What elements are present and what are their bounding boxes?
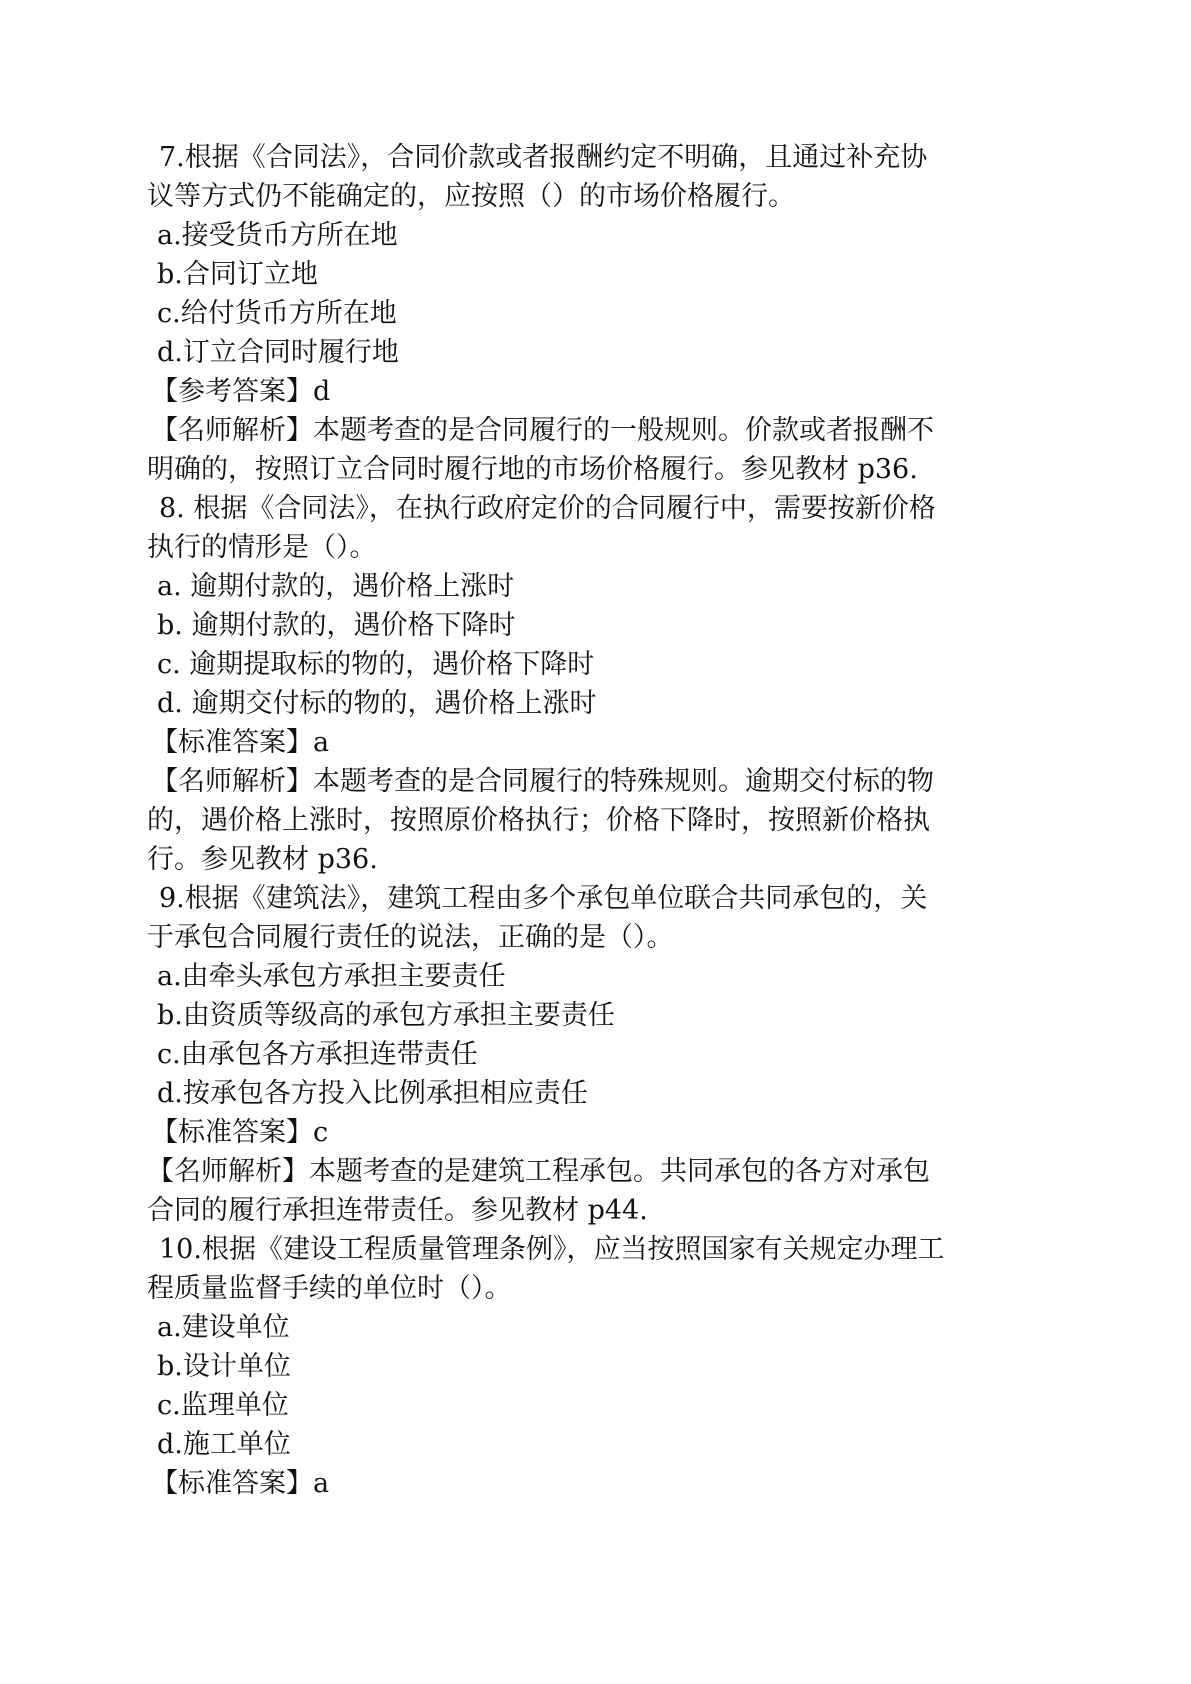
question-stem-line: 10.根据《建设工程质量管理条例》，应当按照国家有关规定办理工 [159, 1234, 945, 1265]
answer: 【标准答案】a [151, 727, 330, 758]
analysis-line: 合同的履行承担连带责任。参见教材 p44. [147, 1195, 648, 1226]
question-9 [147, 879, 1052, 957]
answer: 【参考答案】d [151, 376, 331, 407]
question-stem-line: 执行的情形是（）。 [147, 532, 377, 563]
analysis-line: 【名师解析】本题考查的是建筑工程承包。共同承包的各方对承包 [147, 1156, 930, 1187]
analysis-line: 【名师解析】本题考查的是合同履行的特殊规则。逾期交付标的物 [151, 766, 934, 797]
option-a: a.接受货币方所在地 [157, 220, 398, 251]
option-c: c.监理单位 [157, 1390, 289, 1421]
answer: 【标准答案】c [151, 1117, 329, 1148]
question-stem-line: 程质量监督手续的单位时（）。 [147, 1273, 512, 1304]
analysis-line: 【名师解析】本题考查的是合同履行的一般规则。价款或者报酬不 [151, 415, 934, 446]
option-d: d.按承包各方投入比例承担相应责任 [157, 1078, 588, 1109]
option-d: d. 逾期交付标的物的，遇价格上涨时 [157, 688, 597, 719]
question-stem-line: 于承包合同履行责任的说法，正确的是（）。 [147, 922, 674, 953]
option-c: c.给付货币方所在地 [157, 298, 397, 329]
question-10 [147, 1230, 1052, 1308]
option-c: c. 逾期提取标的物的，遇价格下降时 [157, 649, 595, 680]
option-c: c.由承包各方承担连带责任 [157, 1039, 478, 1070]
option-b: b. 逾期付款的，遇价格下降时 [157, 610, 516, 641]
answer: 【标准答案】a [151, 1468, 330, 1499]
question-stem-line: 7.根据《合同法》，合同价款或者报酬约定不明确，且通过补充协 [159, 142, 928, 173]
option-a: a.建设单位 [157, 1312, 290, 1343]
analysis [147, 762, 1052, 879]
option-b: b.由资质等级高的承包方承担主要责任 [157, 1000, 615, 1031]
option-d: d.施工单位 [157, 1429, 291, 1460]
analysis [147, 1152, 1052, 1230]
question-8 [147, 489, 1052, 567]
option-d: d.订立合同时履行地 [157, 337, 399, 368]
option-a: a.由牵头承包方承担主要责任 [157, 961, 506, 992]
question-stem-line: 9.根据《建筑法》，建筑工程由多个承包单位联合共同承包的，关 [159, 883, 928, 914]
analysis-line: 的，遇价格上涨时，按照原价格执行；价格下降时，按照新价格执 [147, 805, 930, 836]
question-stem-line: 8. 根据《合同法》，在执行政府定价的合同履行中，需要按新价格 [159, 493, 936, 524]
question-list [147, 138, 1052, 1503]
question-7 [147, 138, 1052, 216]
question-stem-line: 议等方式仍不能确定的，应按照（）的市场价格履行。 [147, 181, 795, 212]
analysis-line: 明确的，按照订立合同时履行地的市场价格履行。参见教材 p36. [147, 454, 918, 485]
option-b: b.设计单位 [157, 1351, 291, 1382]
analysis [147, 411, 1052, 489]
option-b: b.合同订立地 [157, 259, 318, 290]
analysis-line: 行。参见教材 p36. [147, 844, 378, 875]
option-a: a. 逾期付款的，遇价格上涨时 [157, 571, 515, 602]
